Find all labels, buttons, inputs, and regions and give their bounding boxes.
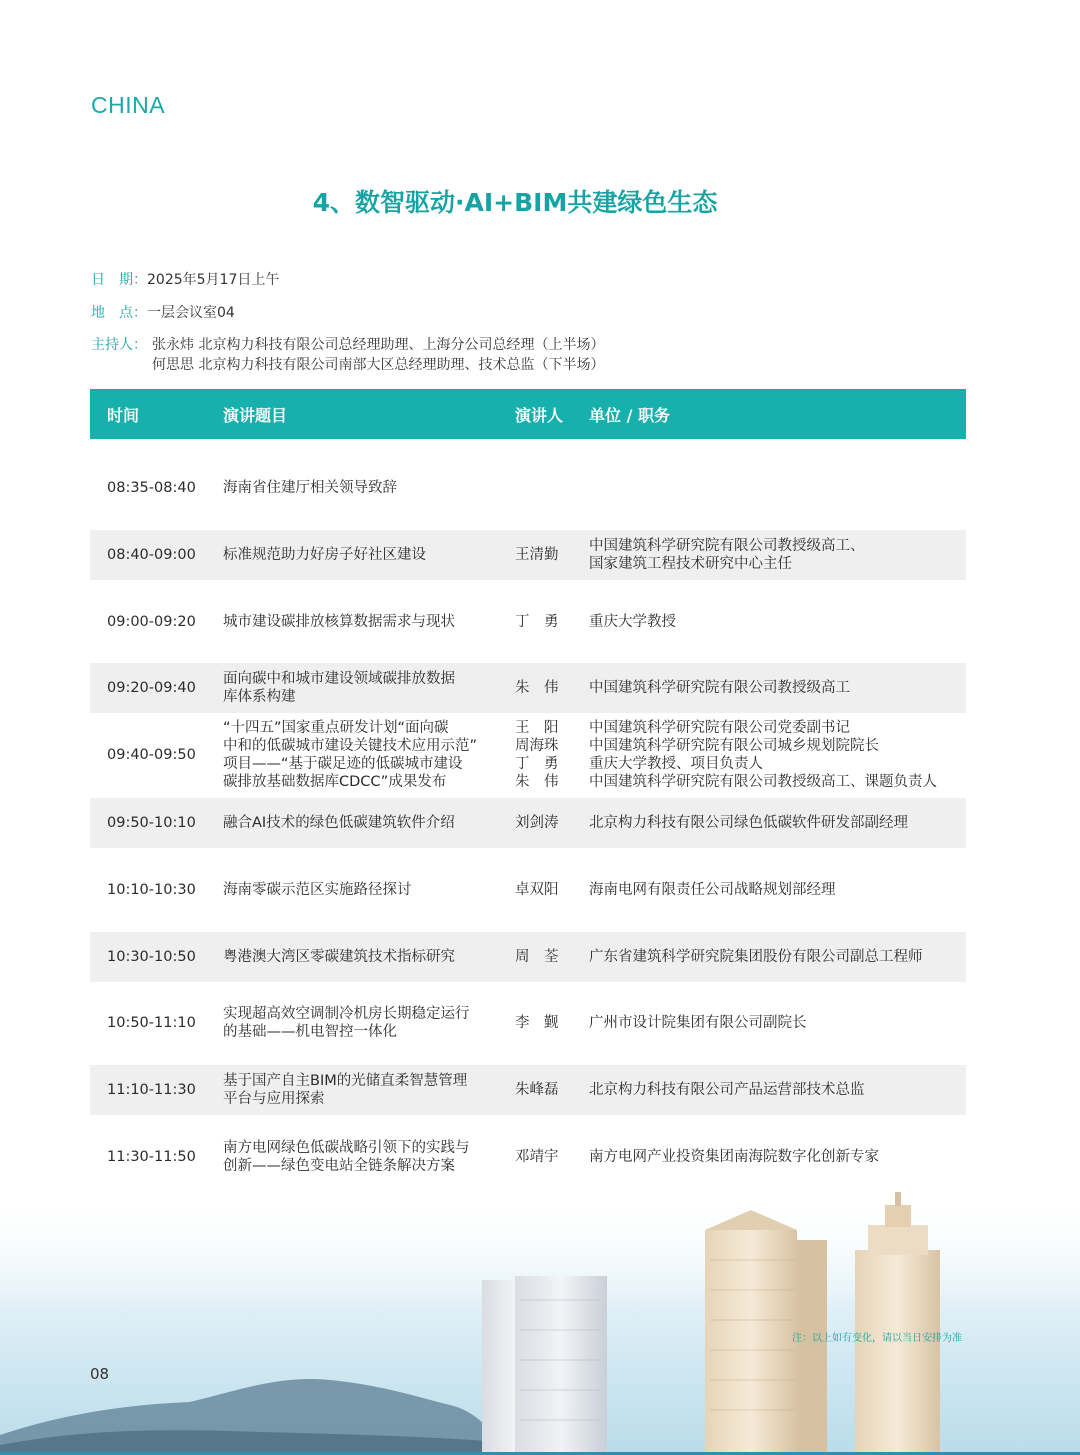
speaker-name: 刘剑涛 <box>515 815 559 831</box>
org-line: 广州市设计院集团有限公司副院长 <box>589 1015 807 1031</box>
row-speaker <box>515 1132 585 1182</box>
location-label: 地 点： <box>91 305 147 321</box>
speaker-name: 王清勤 <box>515 547 559 563</box>
row-organization <box>589 932 969 982</box>
row-topic <box>223 932 508 982</box>
org-line: 中国建筑科学研究院有限公司教授级高工 <box>589 680 850 696</box>
row-speaker <box>515 455 585 521</box>
org-line: 北京构力科技有限公司绿色低碳软件研发部副经理 <box>589 815 908 831</box>
table-header <box>90 389 966 439</box>
row-time: 11:10-11:30 <box>107 1082 196 1098</box>
table-row <box>90 1065 966 1115</box>
row-organization <box>589 1132 969 1182</box>
speaker-name: 朱 伟 <box>515 773 559 790</box>
row-organization <box>589 663 969 713</box>
row-speaker <box>515 713 585 796</box>
row-time: 11:30-11:50 <box>107 1149 196 1165</box>
hosts-list <box>152 335 604 375</box>
row-speaker <box>515 663 585 713</box>
row-time: 10:50-11:10 <box>107 1015 196 1031</box>
topic-line: 实现超高效空调制冷机房长期稳定运行 <box>223 1006 470 1022</box>
row-topic <box>223 998 508 1048</box>
brand-text: CHINA <box>91 92 166 118</box>
date-label: 日 期： <box>91 272 147 288</box>
row-organization <box>589 998 969 1048</box>
row-organization <box>589 1065 969 1115</box>
org-line: 国家建筑工程技术研究中心主任 <box>589 556 792 572</box>
table-row <box>90 798 966 848</box>
city-skyline-illustration <box>0 1190 1080 1455</box>
date-value: 2025年5月17日上午 <box>147 272 280 288</box>
row-organization <box>589 798 969 848</box>
header-topic: 演讲题目 <box>223 406 288 425</box>
table-row <box>90 663 966 713</box>
topic-line: 海南零碳示范区实施路径探讨 <box>223 882 412 898</box>
row-topic <box>223 1132 508 1182</box>
row-speaker <box>515 530 585 580</box>
date-row <box>91 270 279 290</box>
row-topic <box>223 865 508 915</box>
hosts-row <box>91 335 147 355</box>
topic-line: 中和的低碳城市建设关键技术应用示范” <box>223 737 478 754</box>
org-line: 海南电网有限责任公司战略规划部经理 <box>589 882 836 898</box>
speaker-name: 周海珠 <box>515 737 559 754</box>
topic-line: 碳排放基础数据库CDCC”成果发布 <box>223 773 447 790</box>
row-time: 09:50-10:10 <box>107 815 196 831</box>
page-number: 08 <box>90 1365 110 1383</box>
topic-line: “十四五”国家重点研发计划“面向碳 <box>223 719 449 736</box>
row-speaker <box>515 798 585 848</box>
row-speaker <box>515 1065 585 1115</box>
speaker-name: 李 觐 <box>515 1015 559 1031</box>
row-speaker <box>515 865 585 915</box>
topic-line: 融合AI技术的绿色低碳建筑软件介绍 <box>223 815 455 831</box>
table-row <box>90 1132 966 1182</box>
org-line: 中国建筑科学研究院有限公司教授级高工、课题负责人 <box>589 773 937 790</box>
header-org: 单位 / 职务 <box>589 406 670 425</box>
header-speaker: 演讲人 <box>515 406 564 425</box>
row-time: 10:30-10:50 <box>107 949 196 965</box>
topic-line: 城市建设碳排放核算数据需求与现状 <box>223 614 455 630</box>
table-row <box>90 932 966 982</box>
location-value: 一层会议室04 <box>147 305 235 321</box>
row-organization <box>589 597 969 647</box>
row-speaker <box>515 932 585 982</box>
topic-line: 项目——“基于碳足迹的低碳城市建设 <box>223 755 463 772</box>
org-line: 广东省建筑科学研究院集团股份有限公司副总工程师 <box>589 949 923 965</box>
footnote: 注：以上如有变化，请以当日安排为准 <box>792 1333 962 1344</box>
location-row <box>91 303 235 323</box>
table-row <box>90 455 966 521</box>
row-topic <box>223 1065 508 1115</box>
table-row <box>90 530 966 580</box>
row-time: 10:10-10:30 <box>107 882 196 898</box>
topic-line: 创新——绿色变电站全链条解决方案 <box>223 1158 455 1174</box>
topic-line: 海南省住建厅相关领导致辞 <box>223 480 397 496</box>
row-time: 09:00-09:20 <box>107 614 196 630</box>
org-line: 中国建筑科学研究院有限公司教授级高工、 <box>589 538 865 554</box>
speaker-name: 卓双阳 <box>515 882 559 898</box>
row-topic <box>223 597 508 647</box>
topic-line: 基于国产自主BIM的光储直柔智慧管理 <box>223 1073 468 1089</box>
topic-line: 标准规范助力好房子好社区建设 <box>223 547 426 563</box>
topic-line: 粤港澳大湾区零碳建筑技术指标研究 <box>223 949 455 965</box>
org-line: 北京构力科技有限公司产品运营部技术总监 <box>589 1082 865 1098</box>
speaker-name: 朱峰磊 <box>515 1082 559 1098</box>
row-organization <box>589 530 969 580</box>
table-row <box>90 865 966 915</box>
row-organization <box>589 865 969 915</box>
table-row <box>90 998 966 1048</box>
org-line: 重庆大学教授 <box>589 614 676 630</box>
org-line: 中国建筑科学研究院有限公司城乡规划院院长 <box>589 737 879 754</box>
row-time: 08:40-09:00 <box>107 547 196 563</box>
speaker-name: 丁 勇 <box>515 614 559 630</box>
header-time: 时间 <box>107 406 140 425</box>
row-topic <box>223 530 508 580</box>
table-row <box>90 713 966 796</box>
topic-line: 平台与应用探索 <box>223 1091 325 1107</box>
org-line: 中国建筑科学研究院有限公司党委副书记 <box>589 719 850 736</box>
org-line: 重庆大学教授、项目负责人 <box>589 755 763 772</box>
row-time: 09:20-09:40 <box>107 680 196 696</box>
topic-line: 库体系构建 <box>223 689 296 705</box>
row-topic <box>223 455 508 521</box>
session-title: 4、数智驱动·AI+BIM共建绿色生态 <box>312 188 718 217</box>
host-item: 张永炜 北京构力科技有限公司总经理助理、上海分公司总经理（上半场） <box>152 337 605 353</box>
topic-line: 的基础——机电智控一体化 <box>223 1024 397 1040</box>
speaker-name: 王 阳 <box>515 719 559 736</box>
row-topic <box>223 798 508 848</box>
speaker-name: 丁 勇 <box>515 755 559 772</box>
row-topic <box>223 663 508 713</box>
row-time: 09:40-09:50 <box>107 746 196 763</box>
host-item: 何思思 北京构力科技有限公司南部大区总经理助理、技术总监（下半场） <box>152 357 605 373</box>
hosts-label: 主持人： <box>91 337 147 353</box>
speaker-name: 朱 伟 <box>515 680 559 696</box>
row-topic <box>223 713 508 796</box>
speaker-name: 邓靖宇 <box>515 1149 559 1165</box>
row-organization <box>589 713 969 796</box>
row-organization <box>589 455 969 521</box>
table-row <box>90 597 966 647</box>
topic-line: 面向碳中和城市建设领域碳排放数据 <box>223 671 455 687</box>
row-time: 08:35-08:40 <box>107 480 196 496</box>
speaker-name: 周 荃 <box>515 949 559 965</box>
row-speaker <box>515 597 585 647</box>
topic-line: 南方电网绿色低碳战略引领下的实践与 <box>223 1140 470 1156</box>
org-line: 南方电网产业投资集团南海院数字化创新专家 <box>589 1149 879 1165</box>
row-speaker <box>515 998 585 1048</box>
